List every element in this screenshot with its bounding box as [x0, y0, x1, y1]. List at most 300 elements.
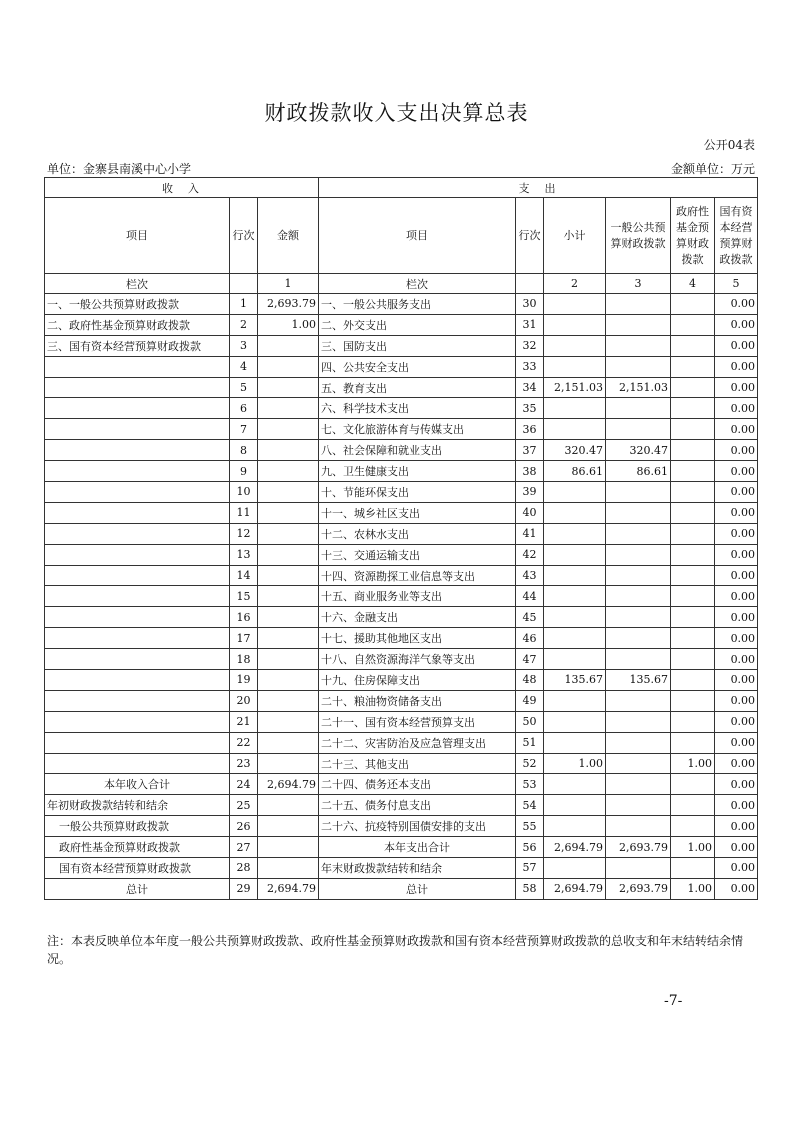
- table-row: [45, 711, 758, 732]
- expense-item-cell: 十三、交通运输支出: [319, 544, 516, 565]
- expense-item-cell: 八、社会保障和就业支出: [319, 440, 516, 461]
- expense-item-cell: 五、教育支出: [319, 377, 516, 398]
- gov-fund-cell: [671, 711, 715, 732]
- income-amount-cell: [258, 419, 319, 440]
- subtotal-cell: [544, 628, 606, 649]
- subtotal-cell: [544, 502, 606, 523]
- expense-item-cell: 六、科学技术支出: [319, 398, 516, 419]
- col-number-1: 1: [258, 274, 319, 294]
- expense-line-cell: 56: [516, 837, 544, 858]
- subtotal-cell: [544, 565, 606, 586]
- expense-line-cell: 37: [516, 440, 544, 461]
- income-item-cell: [45, 482, 230, 503]
- income-amount-cell: [258, 816, 319, 837]
- state-capital-cell: 0.00: [715, 461, 758, 482]
- general-budget-cell: [606, 398, 671, 419]
- income-item-cell: 一、一般公共预算财政拨款: [45, 294, 230, 315]
- income-item-cell: [45, 523, 230, 544]
- table-row: [45, 628, 758, 649]
- income-line-cell: 14: [230, 565, 258, 586]
- general-budget-cell: [606, 753, 671, 774]
- gov-fund-cell: [671, 294, 715, 315]
- subtotal-cell: [544, 607, 606, 628]
- general-budget-cell: 2,693.79: [606, 878, 671, 899]
- general-budget-cell: [606, 858, 671, 879]
- gov-fund-cell: [671, 586, 715, 607]
- income-line-cell: 11: [230, 502, 258, 523]
- state-capital-cell: 0.00: [715, 419, 758, 440]
- subtotal-cell: 86.61: [544, 461, 606, 482]
- expense-line-cell: 39: [516, 482, 544, 503]
- expense-item-cell: 年末财政拨款结转和结余: [319, 858, 516, 879]
- gov-fund-cell: [671, 732, 715, 753]
- general-budget-cell: 320.47: [606, 440, 671, 461]
- subtotal-cell: [544, 356, 606, 377]
- subtotal-cell: [544, 649, 606, 670]
- income-item-cell: [45, 607, 230, 628]
- gov-fund-cell: [671, 502, 715, 523]
- general-budget-cell: [606, 523, 671, 544]
- expense-line-cell: 47: [516, 649, 544, 670]
- col-number-4: 4: [671, 274, 715, 294]
- income-amount-cell: [258, 858, 319, 879]
- expense-line-cell: 41: [516, 523, 544, 544]
- table-row: [45, 670, 758, 691]
- income-line-cell: 29: [230, 878, 258, 899]
- income-amount-cell: [258, 670, 319, 691]
- state-capital-cell: 0.00: [715, 356, 758, 377]
- income-item-cell: 二、政府性基金预算财政拨款: [45, 314, 230, 335]
- state-capital-cell: 0.00: [715, 398, 758, 419]
- state-capital-cell: 0.00: [715, 377, 758, 398]
- col-number-2: 2: [544, 274, 606, 294]
- table-row: [45, 294, 758, 315]
- income-amount-cell: [258, 732, 319, 753]
- income-line-cell: 10: [230, 482, 258, 503]
- income-item-cell: 政府性基金预算财政拨款: [45, 837, 230, 858]
- state-capital-cell: 0.00: [715, 795, 758, 816]
- expense-item-cell: 十八、自然资源海洋气象等支出: [319, 649, 516, 670]
- col-label-expense: 栏次: [319, 274, 516, 294]
- income-amount-cell: [258, 440, 319, 461]
- income-line-cell: 17: [230, 628, 258, 649]
- gov-fund-cell: [671, 314, 715, 335]
- expense-line-cell: 36: [516, 419, 544, 440]
- col-label-income: 栏次: [45, 274, 230, 294]
- gov-fund-cell: 1.00: [671, 837, 715, 858]
- state-capital-cell: 0.00: [715, 670, 758, 691]
- gov-fund-cell: [671, 565, 715, 586]
- state-capital-header: 国有资本经营预算财政拨款: [715, 198, 758, 274]
- table-row: [45, 753, 758, 774]
- general-budget-cell: [606, 774, 671, 795]
- table-row: [45, 858, 758, 879]
- general-budget-cell: [606, 649, 671, 670]
- state-capital-cell: 0.00: [715, 753, 758, 774]
- gov-fund-cell: [671, 440, 715, 461]
- expense-item-cell: 二十四、债务还本支出: [319, 774, 516, 795]
- table-row: [45, 649, 758, 670]
- expense-item-cell: 二十、粮油物资储备支出: [319, 690, 516, 711]
- income-item-cell: [45, 461, 230, 482]
- budget-table: [44, 177, 758, 900]
- subtotal-cell: 2,694.79: [544, 837, 606, 858]
- expense-item-cell: 一、一般公共服务支出: [319, 294, 516, 315]
- expense-item-cell: 十、节能环保支出: [319, 482, 516, 503]
- expense-line-cell: 48: [516, 670, 544, 691]
- income-line-cell: 20: [230, 690, 258, 711]
- general-budget-cell: [606, 628, 671, 649]
- expense-line-cell: 50: [516, 711, 544, 732]
- table-row: [45, 502, 758, 523]
- income-item-cell: [45, 732, 230, 753]
- subtotal-cell: [544, 711, 606, 732]
- income-line-cell: 8: [230, 440, 258, 461]
- expense-line-cell: 34: [516, 377, 544, 398]
- income-item-cell: [45, 398, 230, 419]
- general-budget-cell: [606, 419, 671, 440]
- gov-fund-cell: [671, 690, 715, 711]
- gov-fund-header: 政府性基金预算财政拨款: [671, 198, 715, 274]
- expense-line-cell: 55: [516, 816, 544, 837]
- income-item-cell: [45, 419, 230, 440]
- income-line-cell: 27: [230, 837, 258, 858]
- general-budget-cell: [606, 816, 671, 837]
- state-capital-cell: 0.00: [715, 690, 758, 711]
- general-budget-cell: [606, 795, 671, 816]
- income-amount-cell: [258, 565, 319, 586]
- subtotal-cell: [544, 523, 606, 544]
- general-budget-cell: [606, 314, 671, 335]
- income-item-header: 项目: [45, 198, 230, 274]
- expense-line-cell: 53: [516, 774, 544, 795]
- page-number: -7-: [664, 993, 683, 1009]
- subtotal-header: 小计: [544, 198, 606, 274]
- expense-line-cell: 49: [516, 690, 544, 711]
- income-amount-cell: [258, 837, 319, 858]
- income-item-cell: 三、国有资本经营预算财政拨款: [45, 335, 230, 356]
- table-row: [45, 586, 758, 607]
- state-capital-cell: 0.00: [715, 816, 758, 837]
- income-item-cell: [45, 628, 230, 649]
- state-capital-cell: 0.00: [715, 482, 758, 503]
- table-row: [45, 482, 758, 503]
- table-row: [45, 816, 758, 837]
- expense-item-cell: 十四、资源勘探工业信息等支出: [319, 565, 516, 586]
- expense-item-cell: 二十二、灾害防治及应急管理支出: [319, 732, 516, 753]
- gov-fund-cell: [671, 816, 715, 837]
- income-amount-cell: [258, 628, 319, 649]
- unit-label: 单位：金寨县南溪中心小学: [47, 162, 192, 176]
- footnote: 注：本表反映单位本年度一般公共预算财政拨款、政府性基金预算财政拨款和国有资本经营预算财政拨款的总收支和年末结转结余情况。: [47, 934, 744, 966]
- subtotal-cell: [544, 419, 606, 440]
- income-amount-cell: [258, 335, 319, 356]
- gov-fund-cell: [671, 774, 715, 795]
- income-amount-cell: [258, 461, 319, 482]
- table-row: [45, 419, 758, 440]
- state-capital-cell: 0.00: [715, 544, 758, 565]
- gov-fund-cell: [671, 670, 715, 691]
- table-row: [45, 774, 758, 795]
- income-amount-cell: [258, 356, 319, 377]
- general-budget-cell: 135.67: [606, 670, 671, 691]
- subtotal-cell: 320.47: [544, 440, 606, 461]
- income-line-cell: 7: [230, 419, 258, 440]
- table-row: [45, 878, 758, 899]
- income-item-cell: [45, 440, 230, 461]
- state-capital-cell: 0.00: [715, 837, 758, 858]
- general-budget-cell: [606, 690, 671, 711]
- general-budget-cell: [606, 294, 671, 315]
- income-amount-cell: [258, 795, 319, 816]
- income-line-header: 行次: [230, 198, 258, 274]
- table-row: [45, 837, 758, 858]
- income-item-cell: [45, 753, 230, 774]
- income-line-cell: 22: [230, 732, 258, 753]
- general-budget-header: 一般公共预算财政拨款: [606, 198, 671, 274]
- income-line-cell: 19: [230, 670, 258, 691]
- income-line-cell: 4: [230, 356, 258, 377]
- general-budget-cell: [606, 586, 671, 607]
- header-row-3: [45, 274, 758, 294]
- gov-fund-cell: [671, 649, 715, 670]
- gov-fund-cell: [671, 482, 715, 503]
- expense-item-cell: 三、国防支出: [319, 335, 516, 356]
- table-row: [45, 607, 758, 628]
- income-line-cell: 16: [230, 607, 258, 628]
- subtotal-cell: [544, 544, 606, 565]
- expense-line-cell: 30: [516, 294, 544, 315]
- expense-line-cell: 46: [516, 628, 544, 649]
- income-line-cell: 23: [230, 753, 258, 774]
- expense-item-cell: 十一、城乡社区支出: [319, 502, 516, 523]
- state-capital-cell: 0.00: [715, 878, 758, 899]
- state-capital-cell: 0.00: [715, 858, 758, 879]
- state-capital-cell: 0.00: [715, 565, 758, 586]
- expense-item-cell: 二十一、国有资本经营预算支出: [319, 711, 516, 732]
- gov-fund-cell: [671, 419, 715, 440]
- gov-fund-cell: [671, 544, 715, 565]
- income-amount-cell: 2,693.79: [258, 294, 319, 315]
- subtotal-cell: [544, 858, 606, 879]
- general-budget-cell: [606, 482, 671, 503]
- gov-fund-cell: 1.00: [671, 878, 715, 899]
- subtotal-cell: [544, 690, 606, 711]
- form-number: 公开04表: [703, 138, 755, 152]
- subtotal-cell: [544, 586, 606, 607]
- income-header: 收 入: [45, 178, 319, 198]
- expense-item-cell: 十二、农林水支出: [319, 523, 516, 544]
- income-line-cell: 9: [230, 461, 258, 482]
- expense-line-cell: 52: [516, 753, 544, 774]
- expense-item-cell: 本年支出合计: [319, 837, 516, 858]
- income-line-cell: 18: [230, 649, 258, 670]
- income-item-cell: [45, 670, 230, 691]
- state-capital-cell: 0.00: [715, 523, 758, 544]
- income-line-cell: 21: [230, 711, 258, 732]
- income-amount-cell: 2,694.79: [258, 878, 319, 899]
- state-capital-cell: 0.00: [715, 774, 758, 795]
- state-capital-cell: 0.00: [715, 294, 758, 315]
- income-item-cell: 总计: [45, 878, 230, 899]
- table-row: [45, 732, 758, 753]
- gov-fund-cell: 1.00: [671, 753, 715, 774]
- subtotal-cell: [544, 294, 606, 315]
- expense-item-cell: 二十六、抗疫特别国债安排的支出: [319, 816, 516, 837]
- income-amount-cell: [258, 711, 319, 732]
- amount-unit-label: 金额单位：万元: [670, 162, 755, 176]
- subtotal-cell: [544, 398, 606, 419]
- gov-fund-cell: [671, 858, 715, 879]
- subtotal-cell: 2,151.03: [544, 377, 606, 398]
- expense-line-cell: 43: [516, 565, 544, 586]
- income-amount-cell: [258, 502, 319, 523]
- expense-line-cell: 35: [516, 398, 544, 419]
- table-row: [45, 314, 758, 335]
- expense-line-cell: 32: [516, 335, 544, 356]
- income-line-cell: 5: [230, 377, 258, 398]
- income-line-cell: 25: [230, 795, 258, 816]
- gov-fund-cell: [671, 356, 715, 377]
- income-line-cell: 2: [230, 314, 258, 335]
- income-amount-cell: 1.00: [258, 314, 319, 335]
- expense-line-cell: 54: [516, 795, 544, 816]
- subtotal-cell: [544, 314, 606, 335]
- income-item-cell: [45, 690, 230, 711]
- expense-item-cell: 九、卫生健康支出: [319, 461, 516, 482]
- page-title: 财政拨款收入支出决算总表: [264, 101, 529, 125]
- income-line-cell: 26: [230, 816, 258, 837]
- expense-line-cell: 51: [516, 732, 544, 753]
- state-capital-cell: 0.00: [715, 586, 758, 607]
- subtotal-cell: [544, 335, 606, 356]
- expense-item-cell: 十五、商业服务业等支出: [319, 586, 516, 607]
- general-budget-cell: [606, 502, 671, 523]
- col-number-3: 3: [606, 274, 671, 294]
- state-capital-cell: 0.00: [715, 649, 758, 670]
- expense-item-cell: 二十五、债务付息支出: [319, 795, 516, 816]
- expense-header: 支 出: [319, 178, 758, 198]
- income-amount-cell: [258, 523, 319, 544]
- subtotal-cell: 2,694.79: [544, 878, 606, 899]
- expense-line-cell: 33: [516, 356, 544, 377]
- expense-item-header: 项目: [319, 198, 516, 274]
- income-item-cell: 本年收入合计: [45, 774, 230, 795]
- income-amount-cell: [258, 607, 319, 628]
- expense-line-cell: 42: [516, 544, 544, 565]
- subtotal-cell: [544, 795, 606, 816]
- gov-fund-cell: [671, 607, 715, 628]
- income-line-cell: 28: [230, 858, 258, 879]
- income-amount-cell: [258, 544, 319, 565]
- expense-line-cell: 58: [516, 878, 544, 899]
- general-budget-cell: [606, 565, 671, 586]
- table-row: [45, 440, 758, 461]
- state-capital-cell: 0.00: [715, 440, 758, 461]
- subtotal-cell: [544, 774, 606, 795]
- col-number-5: 5: [715, 274, 758, 294]
- income-line-cell: 6: [230, 398, 258, 419]
- income-amount-header: 金额: [258, 198, 319, 274]
- income-amount-cell: [258, 586, 319, 607]
- income-line-cell: 15: [230, 586, 258, 607]
- table-row: [45, 565, 758, 586]
- gov-fund-cell: [671, 398, 715, 419]
- general-budget-cell: [606, 335, 671, 356]
- expense-item-cell: 二、外交支出: [319, 314, 516, 335]
- income-amount-cell: [258, 398, 319, 419]
- expense-line-cell: 31: [516, 314, 544, 335]
- state-capital-cell: 0.00: [715, 628, 758, 649]
- expense-item-cell: 总计: [319, 878, 516, 899]
- general-budget-cell: [606, 732, 671, 753]
- state-capital-cell: 0.00: [715, 711, 758, 732]
- income-amount-cell: [258, 482, 319, 503]
- income-amount-cell: 2,694.79: [258, 774, 319, 795]
- income-amount-cell: [258, 649, 319, 670]
- state-capital-cell: 0.00: [715, 607, 758, 628]
- gov-fund-cell: [671, 377, 715, 398]
- table-row: [45, 461, 758, 482]
- expense-item-cell: 十九、住房保障支出: [319, 670, 516, 691]
- income-line-cell: 13: [230, 544, 258, 565]
- general-budget-cell: 2,151.03: [606, 377, 671, 398]
- header-row-2: [45, 198, 758, 274]
- state-capital-cell: 0.00: [715, 732, 758, 753]
- table-row: [45, 398, 758, 419]
- general-budget-cell: [606, 711, 671, 732]
- income-item-cell: [45, 565, 230, 586]
- subtotal-cell: [544, 732, 606, 753]
- gov-fund-cell: [671, 523, 715, 544]
- expense-item-cell: 十七、援助其他地区支出: [319, 628, 516, 649]
- gov-fund-cell: [671, 335, 715, 356]
- general-budget-cell: 86.61: [606, 461, 671, 482]
- state-capital-cell: 0.00: [715, 335, 758, 356]
- income-item-cell: [45, 586, 230, 607]
- income-line-cell: 24: [230, 774, 258, 795]
- general-budget-cell: [606, 544, 671, 565]
- expense-line-cell: 38: [516, 461, 544, 482]
- expense-line-cell: 45: [516, 607, 544, 628]
- income-item-cell: 年初财政拨款结转和结余: [45, 795, 230, 816]
- header-row-1: [45, 178, 758, 198]
- expense-line-cell: 44: [516, 586, 544, 607]
- income-item-cell: [45, 711, 230, 732]
- table-row: [45, 690, 758, 711]
- state-capital-cell: 0.00: [715, 502, 758, 523]
- expense-item-cell: 四、公共安全支出: [319, 356, 516, 377]
- gov-fund-cell: [671, 461, 715, 482]
- table-row: [45, 544, 758, 565]
- income-amount-cell: [258, 753, 319, 774]
- income-item-cell: [45, 377, 230, 398]
- subtotal-cell: 1.00: [544, 753, 606, 774]
- gov-fund-cell: [671, 795, 715, 816]
- expense-line-cell: 57: [516, 858, 544, 879]
- table-row: [45, 335, 758, 356]
- gov-fund-cell: [671, 628, 715, 649]
- expense-line-cell: 40: [516, 502, 544, 523]
- subtotal-cell: [544, 482, 606, 503]
- expense-item-cell: 二十三、其他支出: [319, 753, 516, 774]
- table-row: [45, 377, 758, 398]
- expense-item-cell: 十六、金融支出: [319, 607, 516, 628]
- table-row: [45, 795, 758, 816]
- state-capital-cell: 0.00: [715, 314, 758, 335]
- subtotal-cell: [544, 816, 606, 837]
- expense-item-cell: 七、文化旅游体育与传媒支出: [319, 419, 516, 440]
